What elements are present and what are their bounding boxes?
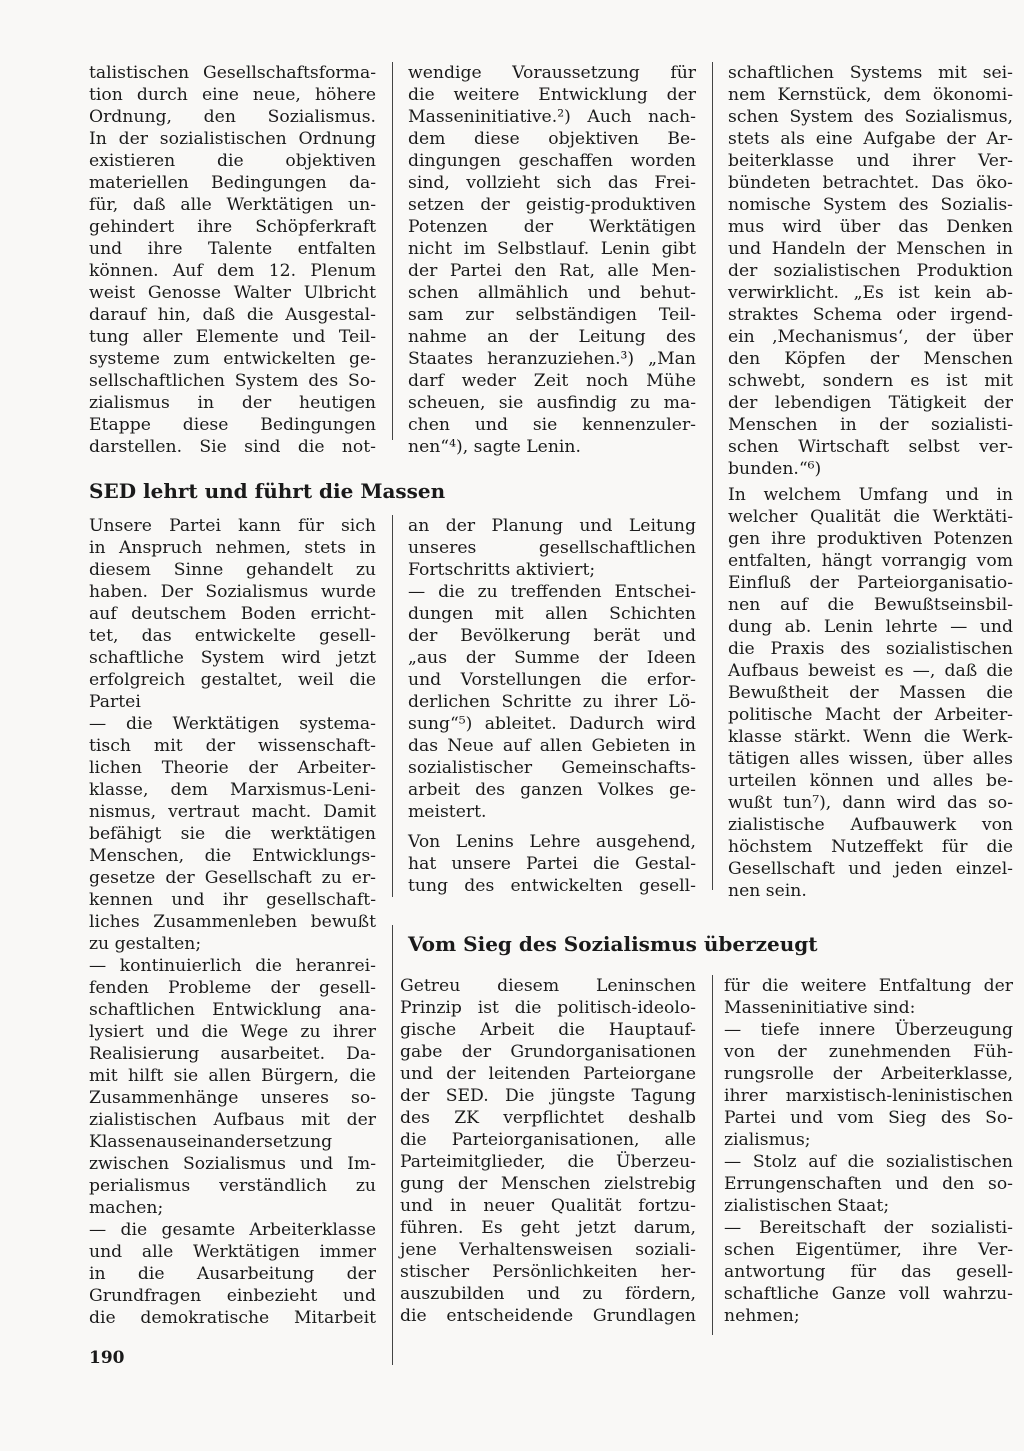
- column-rule: [392, 62, 393, 440]
- text-line: das Neue auf allen Gebieten in: [408, 736, 696, 756]
- text-line: sung“⁵) ableitet. Dadurch wird: [408, 714, 696, 734]
- text-line: nehmen;: [724, 1306, 800, 1326]
- text-line: des ZK verpflichtet deshalb: [400, 1108, 696, 1128]
- text-line: Aufbaus beweist es —, daß die: [728, 661, 1013, 681]
- text-line: Getreu diesem Leninschen: [400, 976, 696, 996]
- text-line: schen Eigentümer, ihre Ver-: [724, 1240, 1013, 1260]
- text-line: perialismus verständlich zu: [89, 1176, 376, 1196]
- text-line: entfalten, hängt vorrangig vom: [728, 551, 1013, 571]
- text-line: Menschen, die Entwicklungs-: [89, 846, 376, 866]
- section-heading: Vom Sieg des Sozialismus überzeugt: [408, 932, 818, 956]
- text-line: antwortung für das gesell-: [724, 1262, 1013, 1282]
- text-column: [408, 62, 696, 458]
- text-line: dung ab. Lenin lehrte — und: [728, 617, 1013, 637]
- text-line: bündeten betrachtet. Das öko-: [728, 173, 1013, 193]
- text-line: rungsrolle der Arbeiterklasse,: [724, 1064, 1013, 1084]
- text-line: unseres gesellschaftlichen: [408, 538, 696, 558]
- text-line: weist Genosse Walter Ulbricht: [89, 283, 376, 303]
- text-line: darstellen. Sie sind die not-: [89, 437, 376, 457]
- text-line: wendige Voraussetzung für: [408, 63, 696, 83]
- text-line: Masseninitiative sind:: [724, 998, 916, 1018]
- text-line: — die Werktätigen systema-: [89, 714, 376, 734]
- text-line: gesetze der Gesellschaft zu er-: [89, 868, 376, 888]
- text-line: „aus der Summe der Ideen: [408, 648, 696, 668]
- text-line: jene Verhaltensweisen soziali-: [400, 1240, 696, 1260]
- text-line: Einfluß der Parteiorganisatio-: [728, 573, 1013, 593]
- text-line: erfolgreich gestaltet, weil die: [89, 670, 376, 690]
- text-line: gehindert ihre Schöpferkraft: [89, 217, 376, 237]
- text-line: bunden.“⁶): [728, 459, 822, 479]
- text-line: den Köpfen der Menschen: [728, 349, 1013, 369]
- text-line: darf weder Zeit noch Mühe: [408, 371, 696, 391]
- text-line: dingungen geschaffen worden: [408, 151, 696, 171]
- text-column: [89, 62, 376, 458]
- text-line: der lebendigen Tätigkeit der: [728, 393, 1013, 413]
- text-line: schen System des Sozialismus,: [728, 107, 1013, 127]
- text-line: schen Wirtschaft selbst ver-: [728, 437, 1013, 457]
- text-line: dungen mit allen Schichten: [408, 604, 696, 624]
- text-line: systeme zum entwickelten ge-: [89, 349, 376, 369]
- text-line: sind, vollzieht sich das Frei-: [408, 173, 696, 193]
- section-heading: SED lehrt und führt die Massen: [89, 479, 446, 503]
- text-line: Unsere Partei kann für sich: [89, 516, 376, 536]
- text-line: in die Ausarbeitung der: [89, 1264, 376, 1284]
- text-line: Masseninitiative.²) Auch nach-: [408, 107, 696, 127]
- text-line: tisch mit der wissenschaft-: [89, 736, 376, 756]
- text-line: höchstem Nutzeffekt für die: [728, 837, 1013, 857]
- text-line: setzen der geistig-produktiven: [408, 195, 696, 215]
- text-line: Realisierung ausarbeitet. Da-: [89, 1044, 376, 1064]
- text-line: gen ihre produktiven Potenzen: [728, 529, 1013, 549]
- text-line: zialismus in der heutigen: [89, 393, 376, 413]
- text-line: nomische System des Sozialis-: [728, 195, 1013, 215]
- text-line: scheuen, sie ausfindig zu ma-: [408, 393, 696, 413]
- text-line: zialistischen Staat;: [724, 1196, 890, 1216]
- text-line: Staates heranzuziehen.³) „Man: [408, 349, 696, 369]
- text-line: existieren die objektiven: [89, 151, 376, 171]
- text-line: — kontinuierlich die heranrei-: [89, 956, 376, 976]
- text-line: beiterklasse und ihrer Ver-: [728, 151, 1013, 171]
- text-line: — Bereitschaft der sozialisti-: [724, 1218, 1013, 1238]
- text-line: Menschen in der sozialisti-: [728, 415, 1013, 435]
- text-line: und alle Werktätigen immer: [89, 1242, 376, 1262]
- text-line: — Stolz auf die sozialistischen: [724, 1152, 1013, 1172]
- text-line: — die gesamte Arbeiterklasse: [89, 1220, 376, 1240]
- text-line: Partei: [89, 692, 141, 712]
- text-line: arbeit des ganzen Volkes ge-: [408, 780, 696, 800]
- text-line: die Parteiorganisationen, alle: [400, 1130, 696, 1150]
- text-line: kennen und ihr gesellschaft-: [89, 890, 376, 910]
- text-line: fenden Probleme der gesell-: [89, 978, 376, 998]
- text-line: und Vorstellungen die erfor-: [408, 670, 696, 690]
- column-rule: [712, 975, 713, 1335]
- text-line: nicht im Selbstlauf. Lenin gibt: [408, 239, 696, 259]
- text-line: Etappe diese Bedingungen: [89, 415, 376, 435]
- text-line: — die zu treffenden Entschei-: [408, 582, 696, 602]
- text-line: nahme an der Leitung des: [408, 327, 696, 347]
- text-line: tätigen alles wissen, über alles: [728, 749, 1013, 769]
- text-line: Errungenschaften und den so-: [724, 1174, 1013, 1194]
- text-line: zu gestalten;: [89, 934, 202, 954]
- text-line: nen sein.: [728, 881, 807, 901]
- text-line: der Partei den Rat, alle Men-: [408, 261, 696, 281]
- text-line: diesem Sinne gehandelt zu: [89, 560, 376, 580]
- text-line: In welchem Umfang und in: [728, 485, 1013, 505]
- text-line: tion durch eine neue, höhere: [89, 85, 376, 105]
- text-line: zwischen Sozialismus und Im-: [89, 1154, 376, 1174]
- text-line: klasse, dem Marxismus-Leni-: [89, 780, 376, 800]
- text-line: auf deutschem Boden erricht-: [89, 604, 376, 624]
- text-line: schaftliche System wird jetzt: [89, 648, 376, 668]
- text-line: der Bevölkerung berät und: [408, 626, 696, 646]
- text-column: [724, 975, 1013, 1327]
- text-line: zialismus;: [724, 1130, 811, 1150]
- text-line: lysiert und die Wege zu ihrer: [89, 1022, 376, 1042]
- text-line: der sozialistischen Produktion: [728, 261, 1013, 281]
- text-line: Potenzen der Werktätigen: [408, 217, 696, 237]
- text-line: tung aller Elemente und Teil-: [89, 327, 376, 347]
- text-line: Zusammenhänge unseres so-: [89, 1088, 376, 1108]
- text-line: ein ‚Mechanismus‘, der über: [728, 327, 1013, 347]
- text-column: [408, 515, 696, 897]
- text-line: von der zunehmenden Füh-: [724, 1042, 1013, 1062]
- text-line: gische Arbeit die Hauptauf-: [400, 1020, 696, 1040]
- text-line: Gesellschaft und jeden einzel-: [728, 859, 1013, 879]
- text-line: an der Planung und Leitung: [408, 516, 696, 536]
- text-line: können. Auf dem 12. Plenum: [89, 261, 376, 281]
- text-line: und ihre Talente entfalten: [89, 239, 376, 259]
- column-rule: [392, 515, 393, 897]
- text-line: klasse stärkt. Wenn die Werk-: [728, 727, 1013, 747]
- text-line: gabe der Grundorganisationen: [400, 1042, 696, 1062]
- text-line: hat unsere Partei die Gestal-: [408, 854, 696, 874]
- text-line: nismus, vertraut macht. Damit: [89, 802, 376, 822]
- text-line: schen allmählich und behut-: [408, 283, 696, 303]
- text-line: befähigt sie die werktätigen: [89, 824, 376, 844]
- text-line: nem Kernstück, dem ökonomi-: [728, 85, 1013, 105]
- text-line: lichen Theorie der Arbeiter-: [89, 758, 376, 778]
- text-line: haben. Der Sozialismus wurde: [89, 582, 376, 602]
- text-line: stets als eine Aufgabe der Ar-: [728, 129, 1013, 149]
- text-line: Ordnung, den Sozialismus.: [89, 107, 376, 127]
- text-line: in Anspruch nehmen, stets in: [89, 538, 376, 558]
- text-line: politische Macht der Arbeiter-: [728, 705, 1013, 725]
- text-line: die weitere Entwicklung der: [408, 85, 696, 105]
- column-rule: [392, 925, 393, 1365]
- text-line: — tiefe innere Überzeugung: [724, 1020, 1013, 1040]
- text-line: derlichen Schritte zu ihrer Lö-: [408, 692, 696, 712]
- text-line: für, daß alle Werktätigen un-: [89, 195, 376, 215]
- text-line: schwebt, sondern es ist mit: [728, 371, 1013, 391]
- text-line: Partei und vom Sieg des So-: [724, 1108, 1013, 1128]
- text-line: Klassenauseinandersetzung: [89, 1132, 333, 1152]
- text-line: Bewußtheit der Massen die: [728, 683, 1013, 703]
- text-line: gung der Menschen zielstrebig: [400, 1174, 696, 1194]
- text-line: und in neuer Qualität fortzu-: [400, 1196, 696, 1216]
- text-line: mit hilft sie allen Bürgern, die: [89, 1066, 376, 1086]
- text-line: zialistischen Aufbaus mit der: [89, 1110, 376, 1130]
- text-line: stischer Persönlichkeiten her-: [400, 1262, 696, 1282]
- text-line: mus wird über das Denken: [728, 217, 1013, 237]
- text-line: tung des entwickelten gesell-: [408, 876, 696, 896]
- text-line: welcher Qualität die Werktäti-: [728, 507, 1013, 527]
- text-line: machen;: [89, 1198, 164, 1218]
- text-line: die entscheidende Grundlagen: [400, 1306, 696, 1326]
- text-line: auszubilden und zu fördern,: [400, 1284, 696, 1304]
- text-line: ihrer marxistisch-leninistischen: [724, 1086, 1013, 1106]
- text-line: führen. Es geht jetzt darum,: [400, 1218, 696, 1238]
- text-line: chen und sie kennenzuler-: [408, 415, 696, 435]
- text-line: In der sozialistischen Ordnung: [89, 129, 376, 149]
- text-line: und der leitenden Parteiorgane: [400, 1064, 696, 1084]
- text-line: Fortschritts aktiviert;: [408, 560, 596, 580]
- text-line: schaftlichen Entwicklung ana-: [89, 1000, 376, 1020]
- text-line: straktes Schema oder irgend-: [728, 305, 1013, 325]
- text-line: sellschaftlichen System des So-: [89, 371, 376, 391]
- text-column: [400, 975, 696, 1327]
- column-rule: [712, 62, 713, 890]
- text-line: dem diese objektiven Be-: [408, 129, 696, 149]
- text-line: schaftliche Ganze voll wahrzu-: [724, 1284, 1013, 1304]
- text-line: zialistische Aufbauwerk von: [728, 815, 1013, 835]
- text-line: der SED. Die jüngste Tagung: [400, 1086, 696, 1106]
- text-line: verwirklicht. „Es ist kein ab-: [728, 283, 1013, 303]
- text-line: talistischen Gesellschaftsforma-: [89, 63, 376, 83]
- text-line: wußt tun⁷), dann wird das so-: [728, 793, 1013, 813]
- text-line: tet, das entwickelte gesell-: [89, 626, 376, 646]
- text-line: sozialistischer Gemeinschafts-: [408, 758, 696, 778]
- text-column: [728, 484, 1013, 902]
- text-column: [89, 515, 376, 1329]
- text-line: meistert.: [408, 802, 487, 822]
- text-line: urteilen können und alles be-: [728, 771, 1013, 791]
- text-line: Prinzip ist die politisch-ideolo-: [400, 998, 696, 1018]
- page-number: 190: [89, 1348, 125, 1368]
- text-line: Parteimitglieder, die Überzeu-: [400, 1152, 696, 1172]
- text-line: Grundfragen einbezieht und: [89, 1286, 376, 1306]
- text-line: schaftlichen Systems mit sei-: [728, 63, 1013, 83]
- text-line: für die weitere Entfaltung der: [724, 976, 1013, 996]
- text-line: die Praxis des sozialistischen: [728, 639, 1013, 659]
- text-line: materiellen Bedingungen da-: [89, 173, 376, 193]
- text-line: sam zur selbständigen Teil-: [408, 305, 696, 325]
- text-line: liches Zusammenleben bewußt: [89, 912, 376, 932]
- text-column: [728, 62, 1013, 480]
- text-line: nen“⁴), sagte Lenin.: [408, 437, 581, 457]
- text-line: nen auf die Bewußtseinsbil-: [728, 595, 1013, 615]
- text-line: darauf hin, daß die Ausgestal-: [89, 305, 376, 325]
- text-line: die demokratische Mitarbeit: [89, 1308, 376, 1328]
- text-line: Von Lenins Lehre ausgehend,: [408, 832, 696, 852]
- text-line: und Handeln der Menschen in: [728, 239, 1013, 259]
